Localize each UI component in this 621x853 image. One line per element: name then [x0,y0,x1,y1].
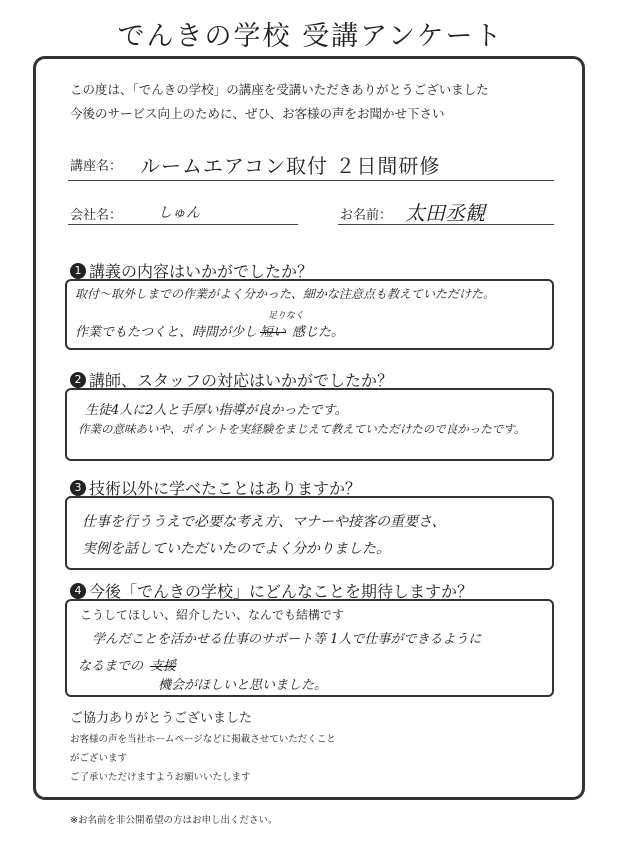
name-value: 太田丞観 [405,201,485,225]
footer-line-3: ご了承いただけますようお願いいたします [70,772,251,783]
thanks-text: ご協力ありがとうございました [70,711,253,726]
answer-1-insert-note: 足りなく [268,311,305,321]
answer-2-line-1: 生徒4人に2人と手厚い指導が良かったです。 [85,403,348,418]
intro-line-1: この度は、「でんきの学校」の講座を受講いただきありがとうございました [70,82,489,97]
answer-1-line-2: 作業でもたつくと、時間が少し [75,325,258,340]
answer-4-prompt: こうしてほしい、紹介したい、なんでも結構です [80,608,345,622]
answer-1-struck: 短い [260,325,287,340]
answer-1-line-3: 感じた。 [292,325,345,340]
footer-line-2: がございます [70,753,128,764]
privacy-note: ※お名前を非公開希望の方はお申し出ください。 [70,815,278,826]
question-number-badge: 4 [70,583,86,599]
answer-2-line-2: 作業の意味あいや、ポイントを実経験をまじえて教えていただけたので良かったです。 [78,422,526,436]
answer-box-3 [65,496,554,570]
question-number-badge: 3 [70,480,86,496]
answer-3-line-2: 実例を話していただいたのでよく分かりました。 [82,541,390,557]
answer-4-line-1: 学んだことを活かせる仕事のサポート等 1人で仕事ができるように [92,632,482,647]
question-number-badge: 2 [70,372,86,388]
question-text: 技術以外に学べたことはありますか？ [89,479,362,498]
question-number-badge: 1 [70,263,86,279]
answer-1-line-1: 取付～取外しまでの作業がよく分かった、細かな注意点も教えていただけた。 [75,287,496,301]
answer-4-struck: 支援 [150,659,177,674]
course-name: ルームエアコン取付 ２日間研修 [140,154,441,178]
question-text: 今後「でんきの学校」にどんなことを期待しますか？ [89,582,474,601]
company-label: 会社名： [70,208,123,223]
question-text: 講義の内容はいかがでしたか？ [89,262,314,281]
footer-line-1: お客様の声を当社ホームページなどに掲載させていただくこと [70,734,336,745]
company-underline [68,224,298,225]
company-value: しゅん [158,205,200,221]
course-label: 講座名： [70,159,123,174]
course-underline [68,180,554,181]
survey-title: でんきの学校 受講アンケート [117,21,504,52]
name-underline [338,224,554,225]
answer-3-line-1: 仕事を行ううえで必要な考え方、マナーや接客の重要さ、 [82,514,446,530]
name-label: お名前： [340,208,393,223]
question-text: 講師、スタッフの対応はいかがでしたか？ [89,371,394,390]
answer-4-line-2: なるまでの [78,659,144,674]
answer-4-line-3: 機会がほしいと思いました。 [158,678,328,693]
intro-line-2: 今後のサービス向上のために、ぜひ、お客様の声をお聞かせ下さい [70,106,445,121]
